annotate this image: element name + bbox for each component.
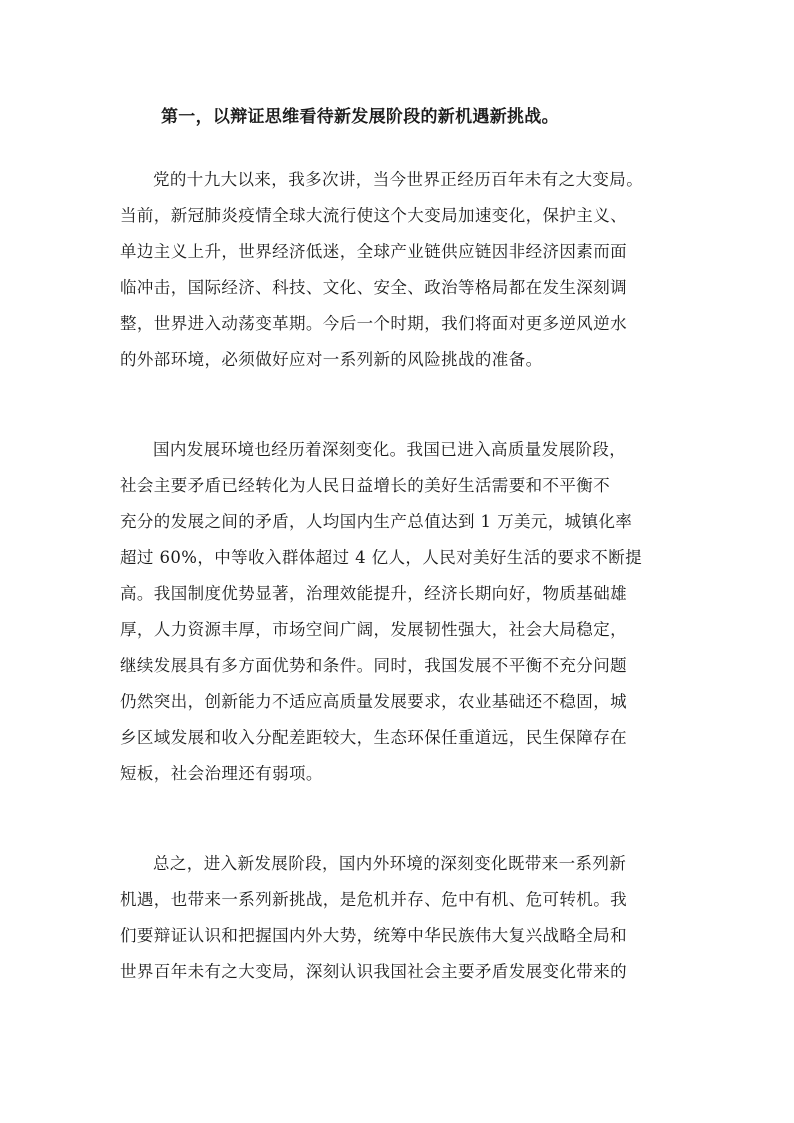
text-line: 社会主要矛盾已经转化为人民日益增长的美好生活需要和不平衡不 [120,476,611,495]
text-line: 超过 60%，中等收入群体超过 4 亿人，人民对美好生活的要求不断提 [120,548,643,567]
text-line: 整，世界进入动荡变革期。今后一个时期，我们将面对更多逆风逆水 [120,314,627,333]
text-line: 乡区域发展和收入分配差距较大，生态环保任重道远，民生保障存在 [120,728,627,747]
text-line: 世界百年未有之大变局，深刻认识我国社会主要矛盾发展变化带来的 [120,962,627,981]
text-line: 继续发展具有多方面优势和条件。同时，我国发展不平衡不充分问题 [120,656,627,675]
text-line: 党的十九大以来，我多次讲，当今世界正经历百年未有之大变局。 [153,170,644,189]
text-line: 短板，社会治理还有弱项。 [120,764,323,783]
text-line: 单边主义上升，世界经济低迷，全球产业链供应链因非经济因素而面 [120,242,627,261]
text-line: 总之，进入新发展阶段，国内外环境的深刻变化既带来一系列新 [153,854,627,873]
paragraph-3 [120,846,680,990]
text-line: 国内发展环境也经历着深刻变化。我国已进入高质量发展阶段， [153,440,627,459]
paragraph-1 [120,162,680,378]
paragraph-2 [120,432,680,792]
text-line: 高。我国制度优势显著，治理效能提升，经济长期向好，物质基础雄 [120,584,627,603]
text-line: 机遇，也带来一系列新挑战，是危机并存、危中有机、危可转机。我 [120,890,627,909]
text-line: 的外部环境，必须做好应对一系列新的风险挑战的准备。 [120,350,543,369]
text-line: 临冲击，国际经济、科技、文化、安全、政治等格局都在发生深刻调 [120,278,627,297]
text-line: 仍然突出，创新能力不适应高质量发展要求，农业基础还不稳固，城 [120,692,627,711]
text-line: 充分的发展之间的矛盾，人均国内生产总值达到 1 万美元，城镇化率 [120,512,633,531]
section-heading: 第一，以辩证思维看待新发展阶段的新机遇新挑战。 [161,107,559,127]
text-line: 厚，人力资源丰厚，市场空间广阔，发展韧性强大，社会大局稳定， [120,620,627,639]
text-line: 当前，新冠肺炎疫情全球大流行使这个大变局加速变化，保护主义、 [120,206,627,225]
text-line: 们要辩证认识和把握国内外大势，统筹中华民族伟大复兴战略全局和 [120,926,627,945]
